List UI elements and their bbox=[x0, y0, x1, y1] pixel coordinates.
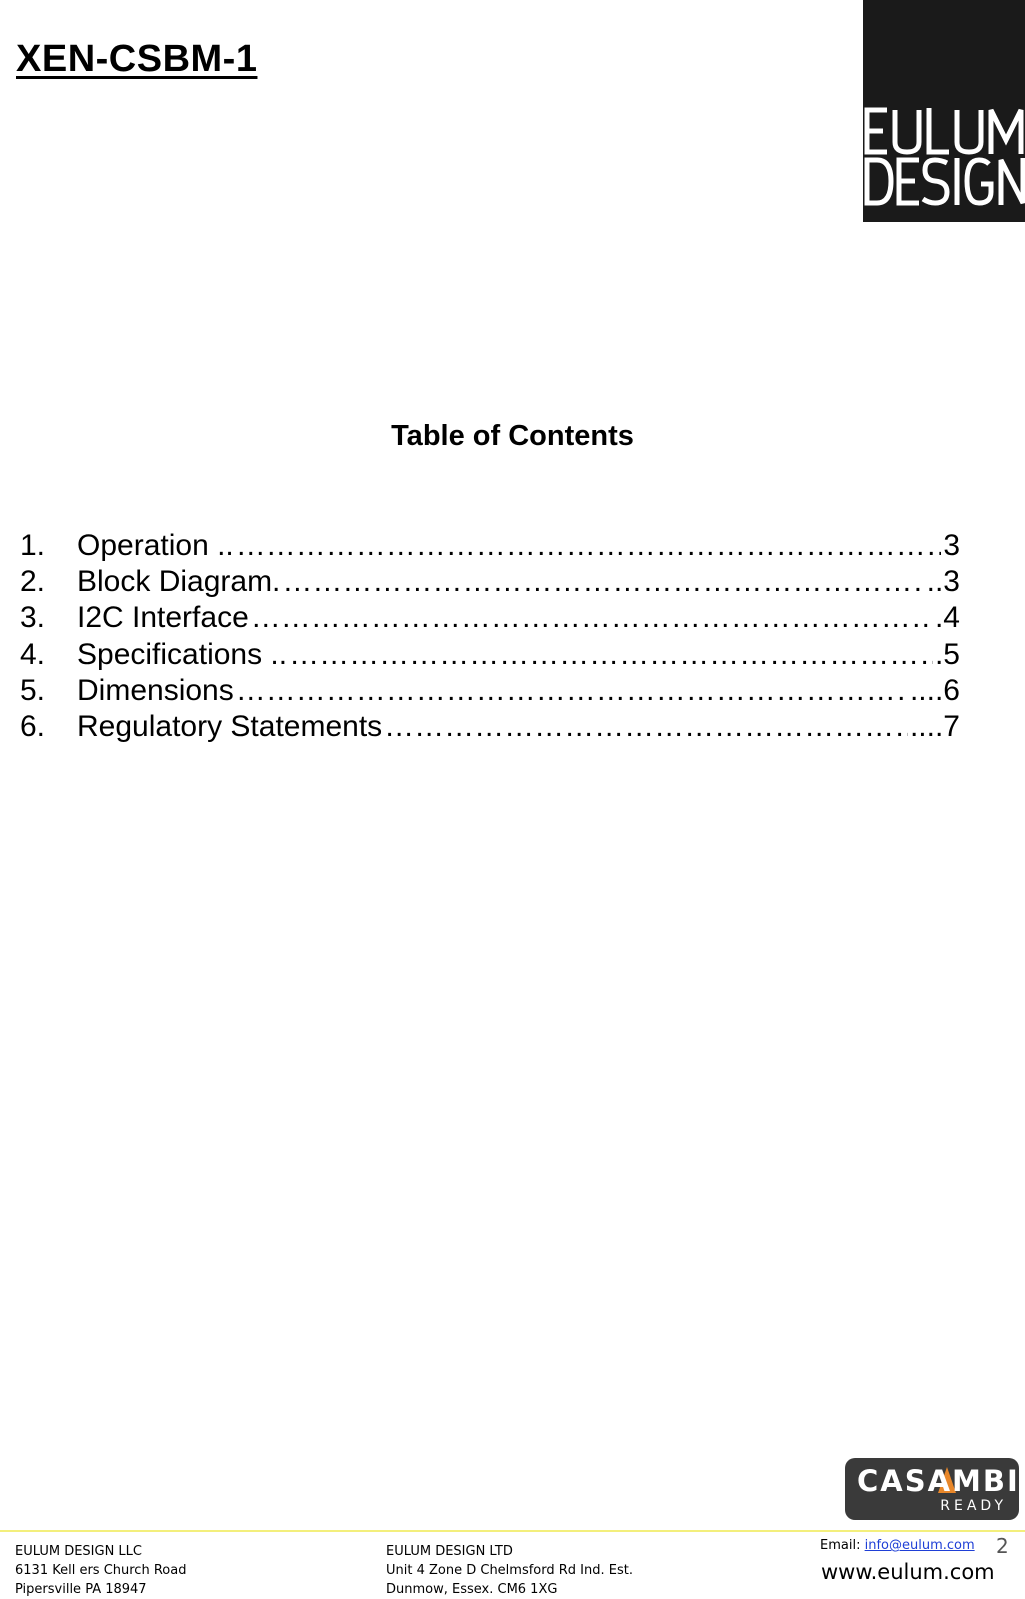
toc-item-title: Block Diagram. bbox=[77, 565, 281, 599]
footer-company: EULUM DESIGN LLC bbox=[15, 1544, 142, 1559]
toc-item-dimensions[interactable] bbox=[20, 673, 960, 709]
footer-divider bbox=[0, 1530, 1025, 1532]
footer-city: Pipersville PA 18947 bbox=[15, 1582, 147, 1597]
toc-dot-leader bbox=[236, 673, 908, 709]
toc-item-page: ....6 bbox=[909, 673, 960, 707]
page-number: 2 bbox=[996, 1534, 1009, 1558]
toc-item-title: Specifications .. bbox=[77, 637, 288, 671]
toc-dot-leader bbox=[236, 528, 942, 564]
toc-item-block-diagram[interactable] bbox=[20, 564, 960, 600]
document-title: XEN-CSBM-1 bbox=[16, 38, 258, 80]
toc-item-title: Operation .. bbox=[77, 529, 234, 562]
toc-item-number: 6. bbox=[20, 709, 46, 743]
toc-dot-leader bbox=[289, 637, 933, 673]
toc-item-page: .4 bbox=[934, 601, 960, 635]
toc-dot-leader bbox=[384, 709, 908, 745]
toc-item-number: 5. bbox=[20, 673, 46, 707]
toc-dot-leader bbox=[282, 564, 924, 600]
casambi-brand: CASAMBI bbox=[857, 1464, 1020, 1498]
footer-website: www.eulum.com bbox=[821, 1560, 995, 1584]
email-link[interactable]: info@eulum.com bbox=[864, 1538, 975, 1553]
footer-company: EULUM DESIGN LTD bbox=[386, 1544, 513, 1559]
toc-item-operation[interactable] bbox=[20, 528, 960, 564]
toc-item-title: Dimensions bbox=[77, 673, 234, 707]
toc-heading: Table of Contents bbox=[391, 420, 634, 452]
toc-item-title: I2C Interface bbox=[77, 601, 249, 635]
footer-email bbox=[820, 1538, 975, 1553]
toc-item-page: ..3 bbox=[926, 565, 960, 599]
footer-address-uk bbox=[386, 1542, 633, 1599]
eulum-design-logo bbox=[863, 0, 1025, 222]
toc-item-page: .5 bbox=[934, 637, 960, 671]
toc-list bbox=[20, 528, 960, 745]
logo-wordmark bbox=[863, 0, 1025, 222]
footer-city: Dunmow, Essex. CM6 1XG bbox=[386, 1582, 558, 1597]
toc-item-regulatory-statements[interactable] bbox=[20, 709, 960, 745]
footer-street: 6131 Kell ers Church Road bbox=[15, 1563, 187, 1578]
toc-item-number: 3. bbox=[20, 601, 46, 635]
toc-item-page: ....7 bbox=[909, 709, 960, 743]
toc-item-title: Regulatory Statements bbox=[77, 709, 383, 743]
toc-item-specifications[interactable] bbox=[20, 637, 960, 673]
toc-item-page: 3 bbox=[943, 529, 960, 562]
toc-item-i2c-interface[interactable] bbox=[20, 600, 960, 636]
toc-item-number: 4. bbox=[20, 637, 46, 671]
casambi-ready-label: READY bbox=[940, 1498, 1007, 1514]
email-label: Email: bbox=[820, 1538, 865, 1553]
toc-dot-leader bbox=[251, 600, 933, 636]
toc-item-number: 1. bbox=[20, 529, 46, 562]
toc-item-number: 2. bbox=[20, 565, 46, 599]
footer-street: Unit 4 Zone D Chelmsford Rd Ind. Est. bbox=[386, 1563, 633, 1578]
casambi-ready-badge bbox=[845, 1458, 1019, 1520]
footer-address-us bbox=[15, 1542, 186, 1599]
